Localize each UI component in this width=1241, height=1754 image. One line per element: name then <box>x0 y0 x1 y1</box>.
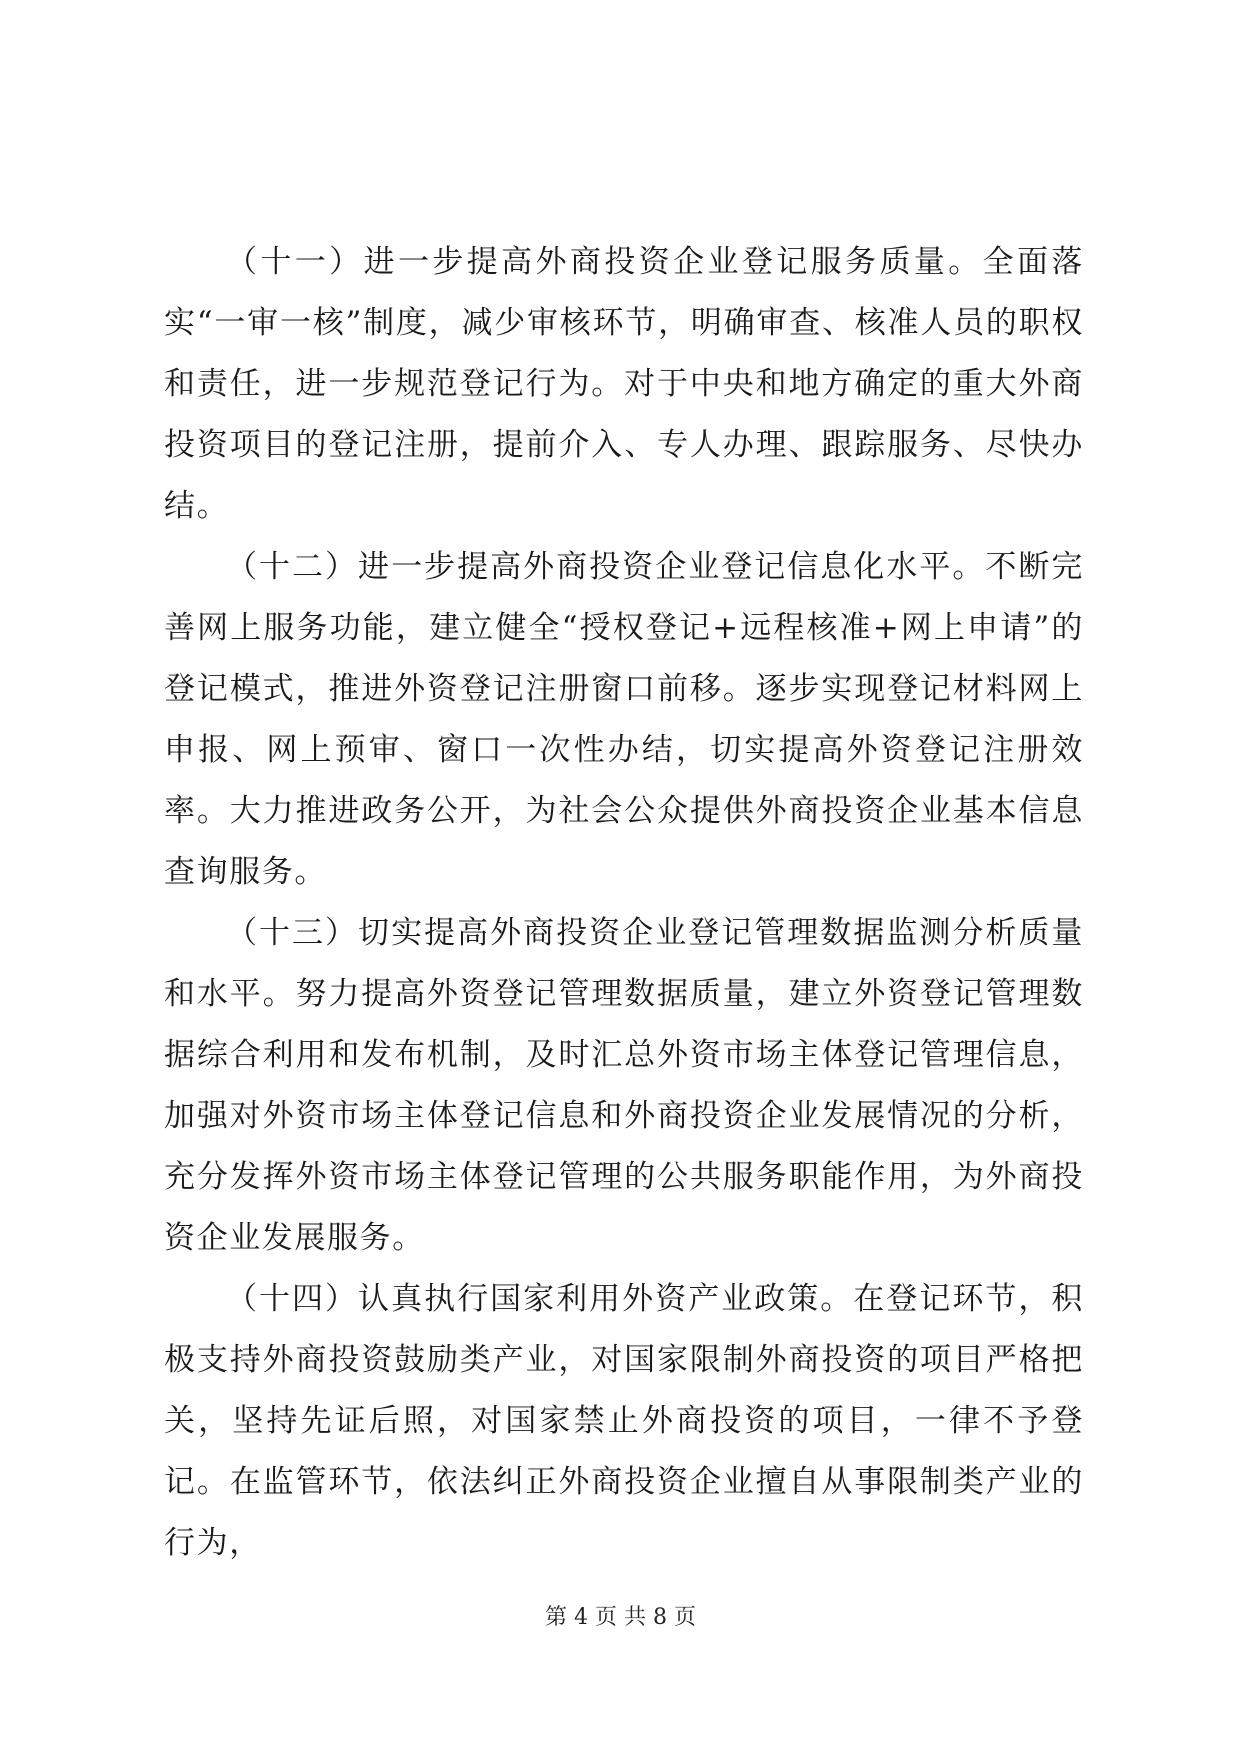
paragraph-13: （十三）切实提高外商投资企业登记管理数据监测分析质量和水平。努力提高外资登记管理数据质量，建立外资登记管理数据综合利用和发布机制，及时汇总外资市场主体登记管理信息，加强对外资市场主体登记信息和外商投资企业发展情况的分析，充分发挥外资市场主体登记管理的公共服务职能作用，为外商投资企业发展服务。 <box>164 915 1084 1256</box>
paragraph-11: （十一）进一步提高外商投资企业登记服务质量。全面落实“一审一核”制度，减少审核环节，明确审查、核准人员的职权和责任，进一步规范登记行为。对于中央和地方确定的重大外商投资项目的登记注册，提前介入、专人办理、跟踪服务、尽快办结。 <box>164 244 1084 524</box>
paragraph-14: （十四）认真执行国家利用外资产业政策。在登记环节，积极支持外商投资鼓励类产业，对国家限制外商投资的项目严格把关，坚持先证后照，对国家禁止外商投资的项目，一律不予登记。在监管环节，依法纠正外商投资企业擅自从事限制类产业的行为， <box>164 1281 1084 1561</box>
paragraph-12: （十二）进一步提高外商投资企业登记信息化水平。不断完善网上服务功能，建立健全“授权登记+远程核准+网上申请”的登记模式，推进外资登记注册窗口前移。逐步实现登记材料网上申报、网上预审、窗口一次性办结，切实提高外资登记注册效率。大力推进政务公开，为社会公众提供外商投资企业基本信息查询服务。 <box>164 549 1084 890</box>
page-number-footer: 第 4 页 共 8 页 <box>545 1605 696 1630</box>
document-body <box>164 232 1084 1574</box>
